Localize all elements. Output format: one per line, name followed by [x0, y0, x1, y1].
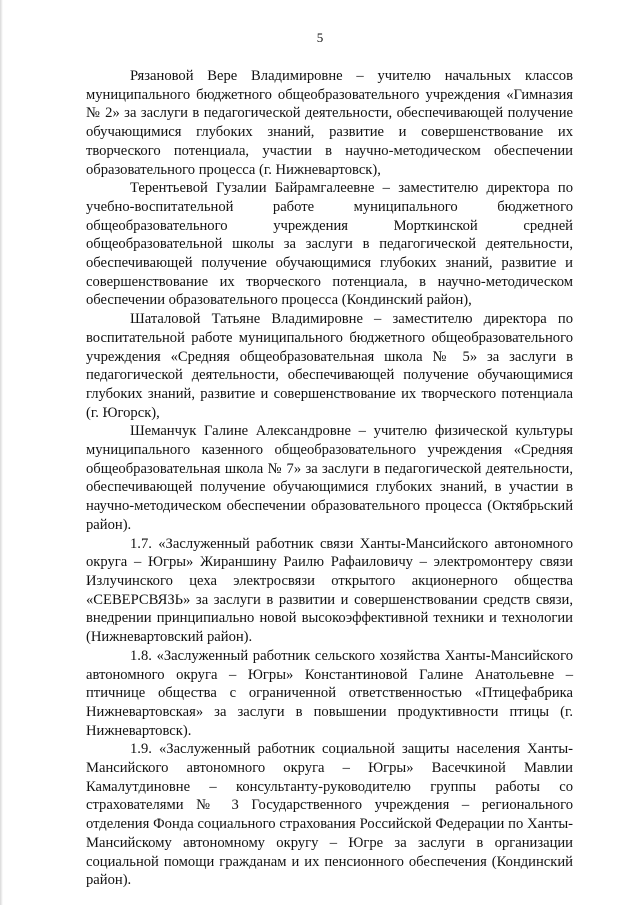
paragraph-shemanchuk: Шеманчук Галине Александровне – учителю физической культуры муниципального казенного общеобразовательного учреждения «Средняя общеобразовательная школа № 7» за заслуги в педагогической деятельности, обеспечивающей получение обучающимися глубоких знаний, в участии в научно-методическом обеспечении образовательного процесса (Октябрьский район).	[86, 423, 573, 533]
paragraph-1-7: 1.7. «Заслуженный работник связи Ханты-Мансийского автономного округа – Югры» Жираншину Раилю Рафаиловичу – электромонтеру связи Излучинского цеха электросвязи открытого акционерного общества «СЕВЕРСВЯЗЬ» за заслуги в развитии и совершенствовании средств связи, внедрении принципиально новой высокоэффективной техники и технологии (Нижневартовский район).	[86, 535, 573, 646]
paragraph-1-9: 1.9. «Заслуженный работник социальной защиты населения Ханты-Мансийского автономного округа – Югры» Васечкиной Мавлии Камалутдиновне – консультанту-руководителю группы работы со страхователями № 3 Государственного учреждения – регионального отделения Фонда социального страхования Российской Федерации по Ханты-Мансийскому автономному округу – Югре за заслуги в организации социальной помощи гражданам и их пенсионного обеспечения (Кондинский район).	[86, 741, 573, 889]
paragraph-terentyeva: Терентьевой Гузалии Байрамгалеевне – заместителю директора по учебно-воспитательной работе муниципального бюджетного общеобразовательного учреждения Морткинской средней общеобразовательной школы за заслуги в педагогической деятельности, обеспечивающей получение обучающимися глубоких знаний, развитие и совершенствование их творческого потенциала, в научно-методическом обеспечении образовательного процесса (Кондинский район),	[86, 180, 573, 309]
scan-edge	[0, 0, 3, 905]
paragraph-shatalova: Шаталовой Татьяне Владимировне – заместителю директора по воспитательной работе муниципального бюджетного общеобразовательного учреждения «Средняя общеобразовательная школа № 5» за заслуги в педагогической деятельности, обеспечивающей получение обучающимися глубоких знаний, развитие и совершенствование их творческого потенциала (г. Югорск),	[86, 311, 573, 421]
paragraph-ryazanova: Рязановой Вере Владимировне – учителю начальных классов муниципального бюджетного общеобразовательного учреждения «Гимназия № 2» за заслуги в педагогической деятельности, обеспечивающей получение обучающимися глубоких знаний, развитие и совершенствование их творческого потенциала, участии в научно-методическом обеспечении образовательного процесса (г. Нижневартовск),	[86, 68, 573, 178]
paragraph-1-8: 1.8. «Заслуженный работник сельского хозяйства Ханты-Мансийского автономного округа – Югры» Константиновой Галине Анатольевне – птичнице общества с ограниченной ответственностью «Птицефабрика Нижневартовская» за заслуги в повышении продуктивности птицы (г. Нижневартовск).	[86, 647, 573, 739]
page-number: 5	[316, 30, 324, 45]
document-body	[86, 67, 573, 890]
